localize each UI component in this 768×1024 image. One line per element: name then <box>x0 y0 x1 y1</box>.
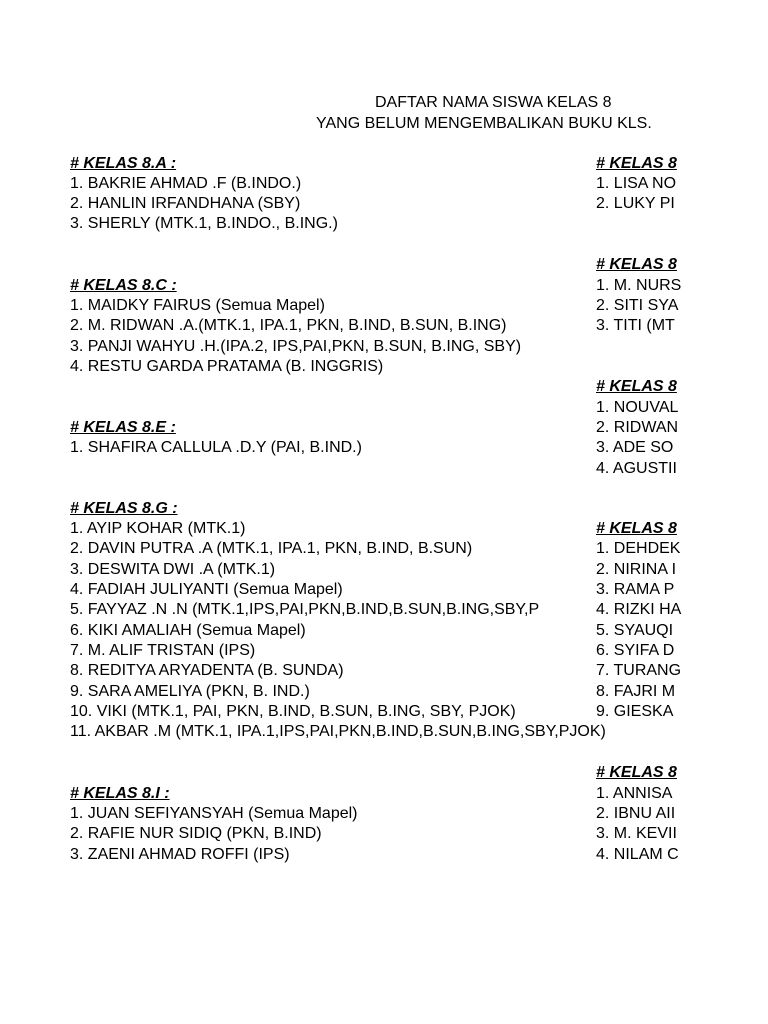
list-item: 3. ADE SO <box>596 439 674 456</box>
list-item: 1. JUAN SEFIYANSYAH (Semua Mapel) <box>70 805 358 822</box>
list-item: 2. HANLIN IRFANDHANA (SBY) <box>70 195 301 212</box>
section-heading-right-4: # KELAS 8 <box>596 520 677 537</box>
list-item: 6. KIKI AMALIAH (Semua Mapel) <box>70 622 306 639</box>
list-item: 10. VIKI (MTK.1, PAI, PKN, B.IND, B.SUN, B.ING, SBY, PJOK) <box>70 703 516 720</box>
list-item: 2. IBNU AII <box>596 805 676 822</box>
section-heading-right-3: # KELAS 8 <box>596 378 677 395</box>
title-line-2: YANG BELUM MENGEMBALIKAN BUKU KLS. <box>316 115 652 132</box>
list-item: 6. SYIFA D <box>596 642 675 659</box>
list-item: 3. ZAENI AHMAD ROFFI (IPS) <box>70 846 290 863</box>
section-heading-kelas-8e: # KELAS 8.E : <box>70 419 176 436</box>
list-item: 4. AGUSTII <box>596 460 677 477</box>
list-item: 4. RESTU GARDA PRATAMA (B. INGGRIS) <box>70 358 384 375</box>
list-item: 2. RAFIE NUR SIDIQ (PKN, B.IND) <box>70 825 322 842</box>
list-item: 3. DESWITA DWI .A (MTK.1) <box>70 561 276 578</box>
list-item: 5. FAYYAZ .N .N (MTK.1,IPS,PAI,PKN,B.IND,B.SUN,B.ING,SBY,P <box>70 601 540 618</box>
section-heading-kelas-8g: # KELAS 8.G : <box>70 500 178 517</box>
list-item: 9. GIESKA <box>596 703 674 720</box>
list-item: 2. LUKY PI <box>596 195 675 212</box>
list-item: 5. SYAUQI <box>596 622 674 639</box>
list-item: 9. SARA AMELIYA (PKN, B. IND.) <box>70 683 310 700</box>
section-heading-right-2: # KELAS 8 <box>596 256 677 273</box>
list-item: 3. TITI (MT <box>596 317 675 334</box>
list-item: 8. FAJRI M <box>596 683 676 700</box>
list-item: 1. LISA NO <box>596 175 677 192</box>
list-item: 3. RAMA P <box>596 581 675 598</box>
section-heading-kelas-8c: # KELAS 8.C : <box>70 277 177 294</box>
list-item: 2. RIDWAN <box>596 419 679 436</box>
list-item: 2. DAVIN PUTRA .A (MTK.1, IPA.1, PKN, B.IND, B.SUN) <box>70 540 473 557</box>
section-heading-right-5: # KELAS 8 <box>596 764 677 781</box>
list-item: 4. FADIAH JULIYANTI (Semua Mapel) <box>70 581 343 598</box>
list-item: 1. NOUVAL <box>596 399 679 416</box>
section-heading-kelas-8a: # KELAS 8.A : <box>70 155 177 172</box>
list-item: 8. REDITYA ARYADENTA (B. SUNDA) <box>70 662 344 679</box>
list-item: 1. ANNISA <box>596 785 673 802</box>
list-item: 2. NIRINA I <box>596 561 677 578</box>
list-item: 2. M. RIDWAN .A.(MTK.1, IPA.1, PKN, B.IND, B.SUN, B.ING) <box>70 317 507 334</box>
list-item: 1. AYIP KOHAR (MTK.1) <box>70 520 246 537</box>
list-item: 3. PANJI WAHYU .H.(IPA.2, IPS,PAI,PKN, B.SUN, B.ING, SBY) <box>70 338 522 355</box>
list-item: 1. SHAFIRA CALLULA .D.Y (PAI, B.IND.) <box>70 439 362 456</box>
list-item: 1. M. NURS <box>596 277 682 294</box>
section-heading-right-1: # KELAS 8 <box>596 155 677 172</box>
list-item: 7. TURANG <box>596 662 682 679</box>
list-item: 7. M. ALIF TRISTAN (IPS) <box>70 642 256 659</box>
list-item: 3. SHERLY (MTK.1, B.INDO., B.ING.) <box>70 215 338 232</box>
list-item: 4. NILAM C <box>596 846 679 863</box>
list-item: 11. AKBAR .M (MTK.1, IPA.1,IPS,PAI,PKN,B.IND,B.SUN,B.ING,SBY,PJOK) <box>70 723 606 740</box>
page-margin <box>685 0 768 1024</box>
list-item: 4. RIZKI HA <box>596 601 682 618</box>
title-line-1: DAFTAR NAMA SISWA KELAS 8 <box>375 94 612 111</box>
list-item: 1. MAIDKY FAIRUS (Semua Mapel) <box>70 297 325 314</box>
list-item: 3. M. KEVII <box>596 825 677 842</box>
list-item: 1. BAKRIE AHMAD .F (B.INDO.) <box>70 175 302 192</box>
list-item: 1. DEHDEK <box>596 540 681 557</box>
list-item: 2. SITI SYA <box>596 297 679 314</box>
section-heading-kelas-8i: # KELAS 8.I : <box>70 785 170 802</box>
